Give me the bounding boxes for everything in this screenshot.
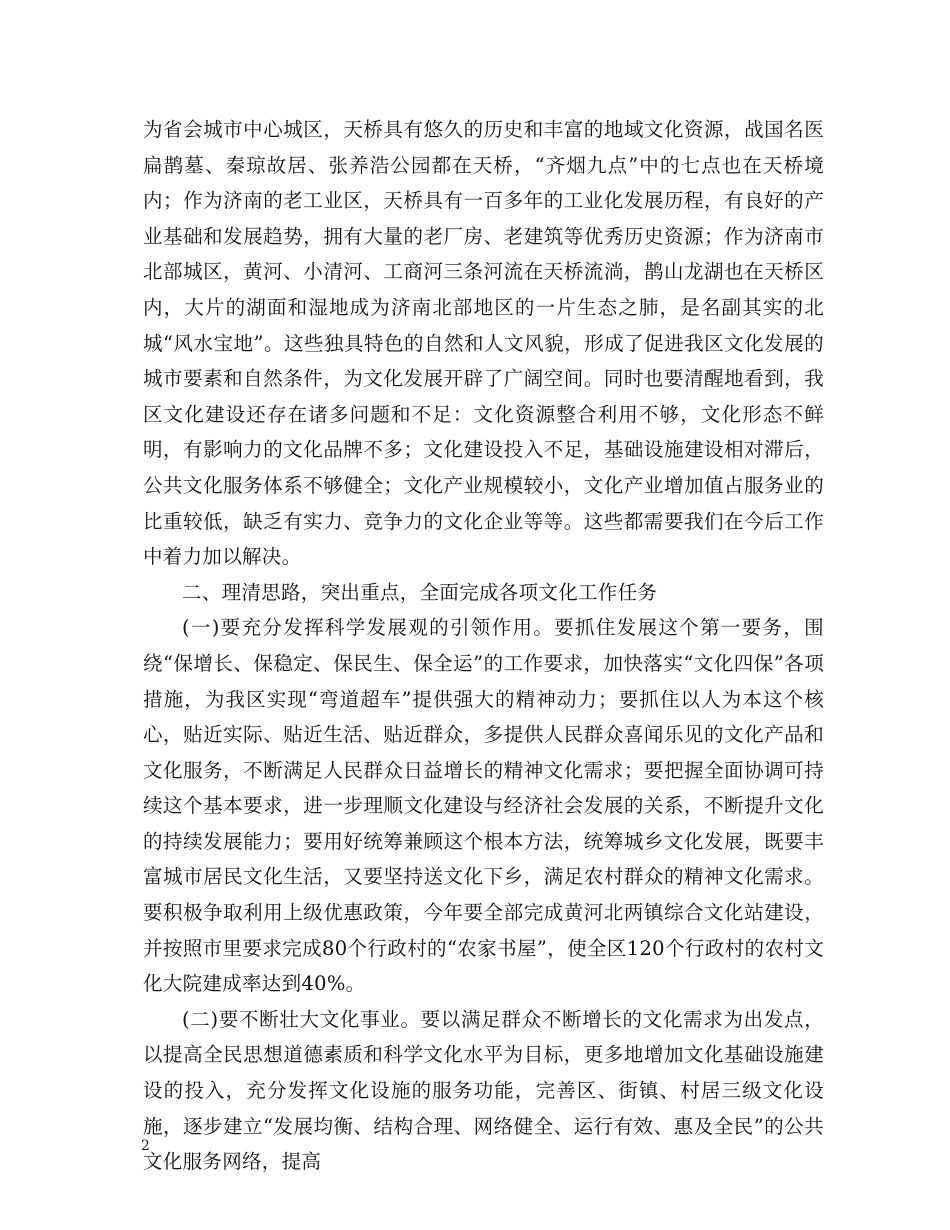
paragraph-1: 为省会城市中心城区，天桥具有悠久的历史和丰富的地域文化资源，战国名医扁鹊墓、秦琼故居、张养浩公园都在天桥，“齐烟九点”中的七点也在天桥境内；作为济南的老工业区，天桥具有一百多年的工业化发展历程，有良好的产业基础和发展趋势，拥有大量的老厂房、老建筑等优秀历史资源；作为济南市北部城区，黄河、小清河、工商河三条河流在天桥流淌，鹊山龙湖也在天桥区内，大片的湖面和湿地成为济南北部地区的一片生态之肺，是名副其实的北城“风水宝地”。这些独具特色的自然和人文风貌，形成了促进我区文化发展的城市要素和自然条件，为文化发展开辟了广阔空间。同时也要清醒地看到，我区文化建设还存在诸多问题和不足：文化资源整合利用不够，文化形态不鲜明，有影响力的文化品牌不多；文化建设投入不足，基础设施建设相对滞后，公共文化服务体系不够健全；文化产业规模较小，文化产业增加值占服务业的比重较低，缺乏有实力、竞争力的文化企业等等。这些都需要我们在今后工作中着力加以解决。	[143, 118, 824, 569]
page-number: 2	[141, 1138, 150, 1154]
paragraph-4: (二)要不断壮大文化事业。要以满足群众不断增长的文化需求为出发点，以提高全民思想道德素质和科学文化水平为目标，更多地增加文化基础设施建设的投入，充分发挥文化设施的服务功能，完善区、街镇、村居三级文化设施，逐步建立“发展均衡、结构合理、网络健全、运行有效、惠及全民”的公共文化服务网络，提高	[143, 1007, 824, 1174]
document-body	[143, 112, 824, 1180]
paragraph-3: (一)要充分发挥科学发展观的引领作用。要抓住发展这个第一要务，围绕“保增长、保稳定、保民生、保全运”的工作要求，加快落实“文化四保”各项措施，为我区实现“弯道超车”提供强大的精神动力；要抓住以人为本这个核心，贴近实际、贴近生活、贴近群众，多提供人民群众喜闻乐见的文化产品和文化服务，不断满足人民群众日益增长的精神文化需求；要把握全面协调可持续这个基本要求，进一步理顺文化建设与经济社会发展的关系，不断提升文化的持续发展能力；要用好统筹兼顾这个根本方法，统筹城乡文化发展，既要丰富城市居民文化生活，又要坚持送文化下乡，满足农村群众的精神文化需求。要积极争取利用上级优惠政策，今年要全部完成黄河北两镇综合文化站建设，并按照市里要求完成80个行政村的“农家书屋”，使全区120个行政村的农村文化大院建成率达到40%。	[143, 616, 824, 996]
section-heading-2: 二、理清思路，突出重点，全面完成各项文化工作任务	[182, 580, 658, 604]
